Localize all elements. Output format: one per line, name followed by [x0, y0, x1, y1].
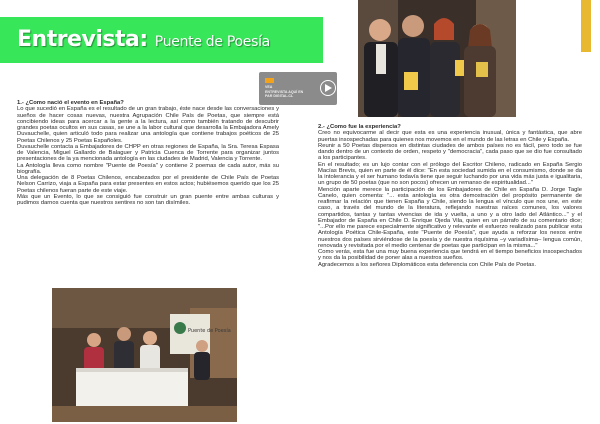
paragraph: Agradecemos a los señores Diplomáticos esta deferencia con Chile País de Poetas.: [318, 261, 536, 268]
page-title: [17, 27, 270, 52]
subtitle-text: Puente de Poesía: [154, 34, 270, 50]
paragraph: Reunir a 50 Poetas dispersos en distintas ciudades de ambos países no es fácil, pero todo se fue dando dentro de un contexto de orden, respeto y "democracia", cada paso que se dio fue consultado a los participantes.: [318, 142, 582, 162]
video-link-line: ENTREVISTA AQUÍ EN: [265, 89, 304, 94]
video-link-label: [265, 85, 317, 99]
paragraph: Mención aparte merece la participación de los Embajadores de Chile en España D. Jorge Tagle Canelo, quien comenta: "... esta antología es otra demostración del propósito permanente de reafirmar la relación que tienen España y Chile, siendo la lengua el vínculo que nos une, en este caso, a través del mundo de la literatura, reflejando nuestras raíces comunes, los valores compartidos, tantas y tantas vivencias de ida y vuelta, a uno y a otro lado del Atlántico..." y el Embajador de España en Chile D. Enrique Ojeda Vila, quien en un párrafo de su comentario dice; "...Por ello me parece especialmente significativo y relevante el esfuerzo realizado para publicar esta Antología Poética Chile-España, este "Puente de Poesía", que ayuda a reforzar los nexos entre nuestros dos países sirviéndose de la poesía y de nuestra riquísima –y variadísima– lengua común, renovada y revisitada por el medio centenar de poetas que participan en la misma...": [318, 186, 582, 249]
video-link-line: VEA: [265, 85, 273, 89]
left-column: [17, 100, 279, 206]
right-column: [318, 124, 582, 268]
paragraph: En el resultado; es un lujo contar con el prólogo del Escritor Chileno, radicado en España Sergio Macías Brevis, quien en parte de él dice: "En esta sociedad sumida en el consumismo, donde se da la intolerancia y el ser humano todavía tiene que seguir luchando por una vida más justa e igualitaria, un grupo de 50 poetas (que no son pocos) ofrecen un remanso de espiritualidad...": [318, 161, 582, 187]
paragraph: Creo no equivocarme al decir que esta es una experiencia inusual, única y fantástica, que abre puertas insospechadas para quienes nos movemos en el mundo de las letras en Chile y España.: [318, 130, 582, 143]
paragraph: La Antología lleva como nombre "Puente de Poesía" y contiene 2 poemas de cada autor, más su biografía.: [17, 162, 279, 175]
question-heading: 2.- ¿Como fue la experiencia?: [318, 124, 401, 130]
title-text: Entrevista:: [17, 27, 148, 52]
paragraph: Una delegación de 8 Poetas Chilenos, encabezados por el presidente de Chile País de Poetas Nelson Carrizo, viaja a España para estar presentes en estos actos; hubiésemos querido que los 25 Poetas chilenos fueran parte de este viaje.: [17, 175, 279, 194]
paragraph: Como verás, esta fue una muy buena experiencia que tendrá en el tiempo beneficios insospechados y nos da la posibilidad de poner alas a nuestros sueños.: [318, 249, 582, 262]
play-icon: [320, 80, 336, 96]
group-photo-top: [358, 0, 516, 117]
video-link-line: PAR DIGITAL.CL: [265, 94, 294, 98]
channel-logo-icon: [265, 78, 274, 83]
paragraph: Más que un Evento, lo que se consiguió fue construir un gran puente entre ambas culturas y pudimos darnos cuenta que nuestros sentires no son tan disímiles.: [17, 193, 279, 206]
event-photo-bottom: [52, 288, 237, 422]
accent-bar: [581, 0, 591, 52]
paragraph: Lo que sucedió en España es el resultado de un gran trabajo, éste nace desde las conversaciones y sueños de hacer cosas nuevas, nuestra Agrupación Chile País de Poetas, que siempre está concibiendo ideas para acercar a la gente a la lectura, así como también tratando de descubrir grandes poetas ocultos en sus casas, se une a la labor cultural que desarrolla la Embajadora Amely Duvauchelle, quien articuló todo para realizar una antología que contiene trabajos poéticos de 25 Poetas Chilenos y 25 Poetas Españoles.: [17, 106, 279, 144]
banner-text: Puente de Poesía: [188, 328, 231, 334]
question-heading: 1.- ¿Como nació el evento en España?: [17, 100, 124, 106]
paragraph: Duvauchelle contacta a Embajadores de CHPP en otras regiones de España, la Sra. Teresa Espasa de Valencia, Miguel Gallardo de Balaguer y Patricia Cuenca de Torrente para organizar juntos presentaciones de la ya mencionada antología en las ciudades de Madrid, Valencia y Torrente.: [17, 143, 279, 163]
